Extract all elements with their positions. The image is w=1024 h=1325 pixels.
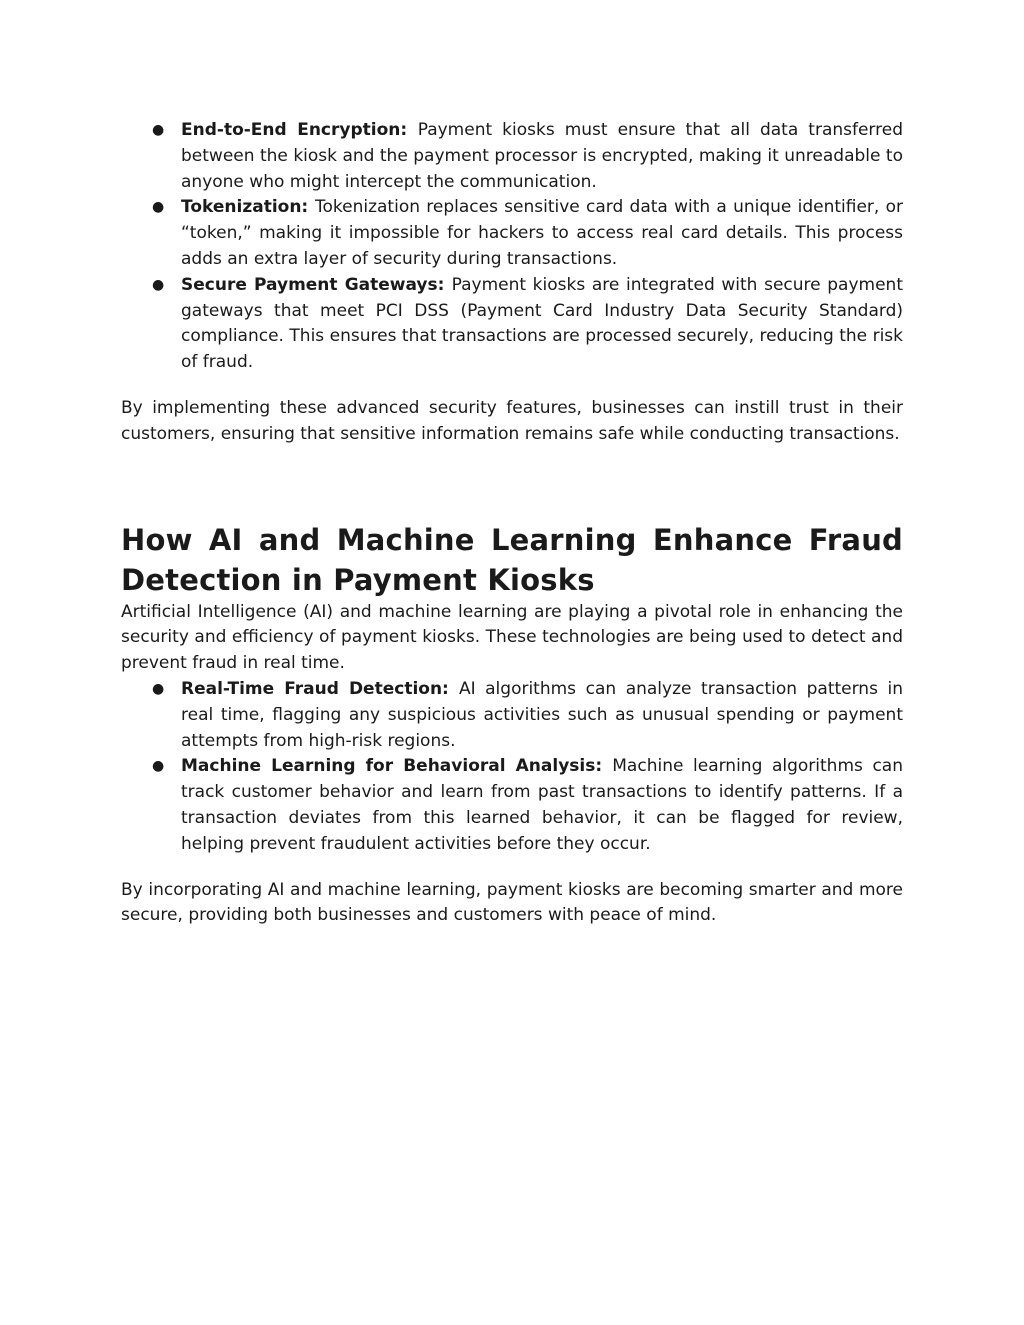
list-item — [121, 118, 903, 195]
list-item-term: Real-Time Fraud Detection: — [181, 678, 459, 699]
ai-intro-paragraph: Artificial Intelligence (AI) and machine learning are playing a pivotal role in enhancing the security and efficiency of payment kiosks. These technologies are being used to detect and prevent fraud in real time. — [121, 601, 903, 674]
list-item-text: Machine learning algorithms can track customer behavior and learn from past transactions to identify patterns. If a transaction deviates from this learned behavior, it can be flagged for review, helping prevent fraudulent activities before they occur. — [181, 756, 903, 854]
list-item — [121, 754, 903, 857]
ai-closing-paragraph: By incorporating AI and machine learning, payment kiosks are becoming smarter and more secure, providing both businesses and customers with peace of mind. — [121, 879, 903, 926]
ai-features-list — [121, 677, 903, 858]
list-item-term: End-to-End Encryption: — [181, 120, 418, 140]
section-heading: How AI and Machine Learning Enhance Fraud Detection in Payment Kiosks — [121, 522, 903, 597]
list-item-text: Payment kiosks must ensure that all data transferred between the kiosk and the payment processor is encrypted, making it unreadable to anyone who might intercept the communication. — [181, 120, 903, 192]
bullet-icon: ● — [152, 276, 165, 293]
bullet-icon: ● — [152, 199, 165, 216]
bullet-icon: ● — [152, 122, 165, 138]
list-item-term: Tokenization: — [181, 197, 315, 218]
list-item-term: Secure Payment Gateways: — [181, 274, 452, 295]
list-item-term: Machine Learning for Behavioral Analysis: — [181, 756, 613, 777]
security-features-list — [121, 118, 903, 376]
list-item — [121, 677, 903, 754]
list-item-text: Payment kiosks are integrated with secure payment gateways that meet PCI DSS (Payment Card Industry Data Security Standard) compliance. This ensures that transactions are processed securely, reducing the risk of fraud. — [181, 274, 903, 373]
list-item-text: AI algorithms can analyze transaction patterns in real time, flagging any suspicious activities such as unusual spending or payment attempts from high-risk regions. — [181, 678, 903, 751]
list-item — [121, 273, 903, 376]
list-item — [121, 195, 903, 272]
list-item-text: Tokenization replaces sensitive card data with a unique identifier, or “token,” making it impossible for hackers to access real card details. This process adds an extra layer of security during transactions. — [181, 197, 903, 269]
document-page — [121, 118, 903, 929]
security-closing-paragraph: By implementing these advanced security features, businesses can instill trust in their customers, ensuring that sensitive information remains safe while conducting transactions. — [121, 397, 903, 444]
bullet-icon: ● — [152, 680, 165, 697]
bullet-icon: ● — [152, 758, 165, 775]
